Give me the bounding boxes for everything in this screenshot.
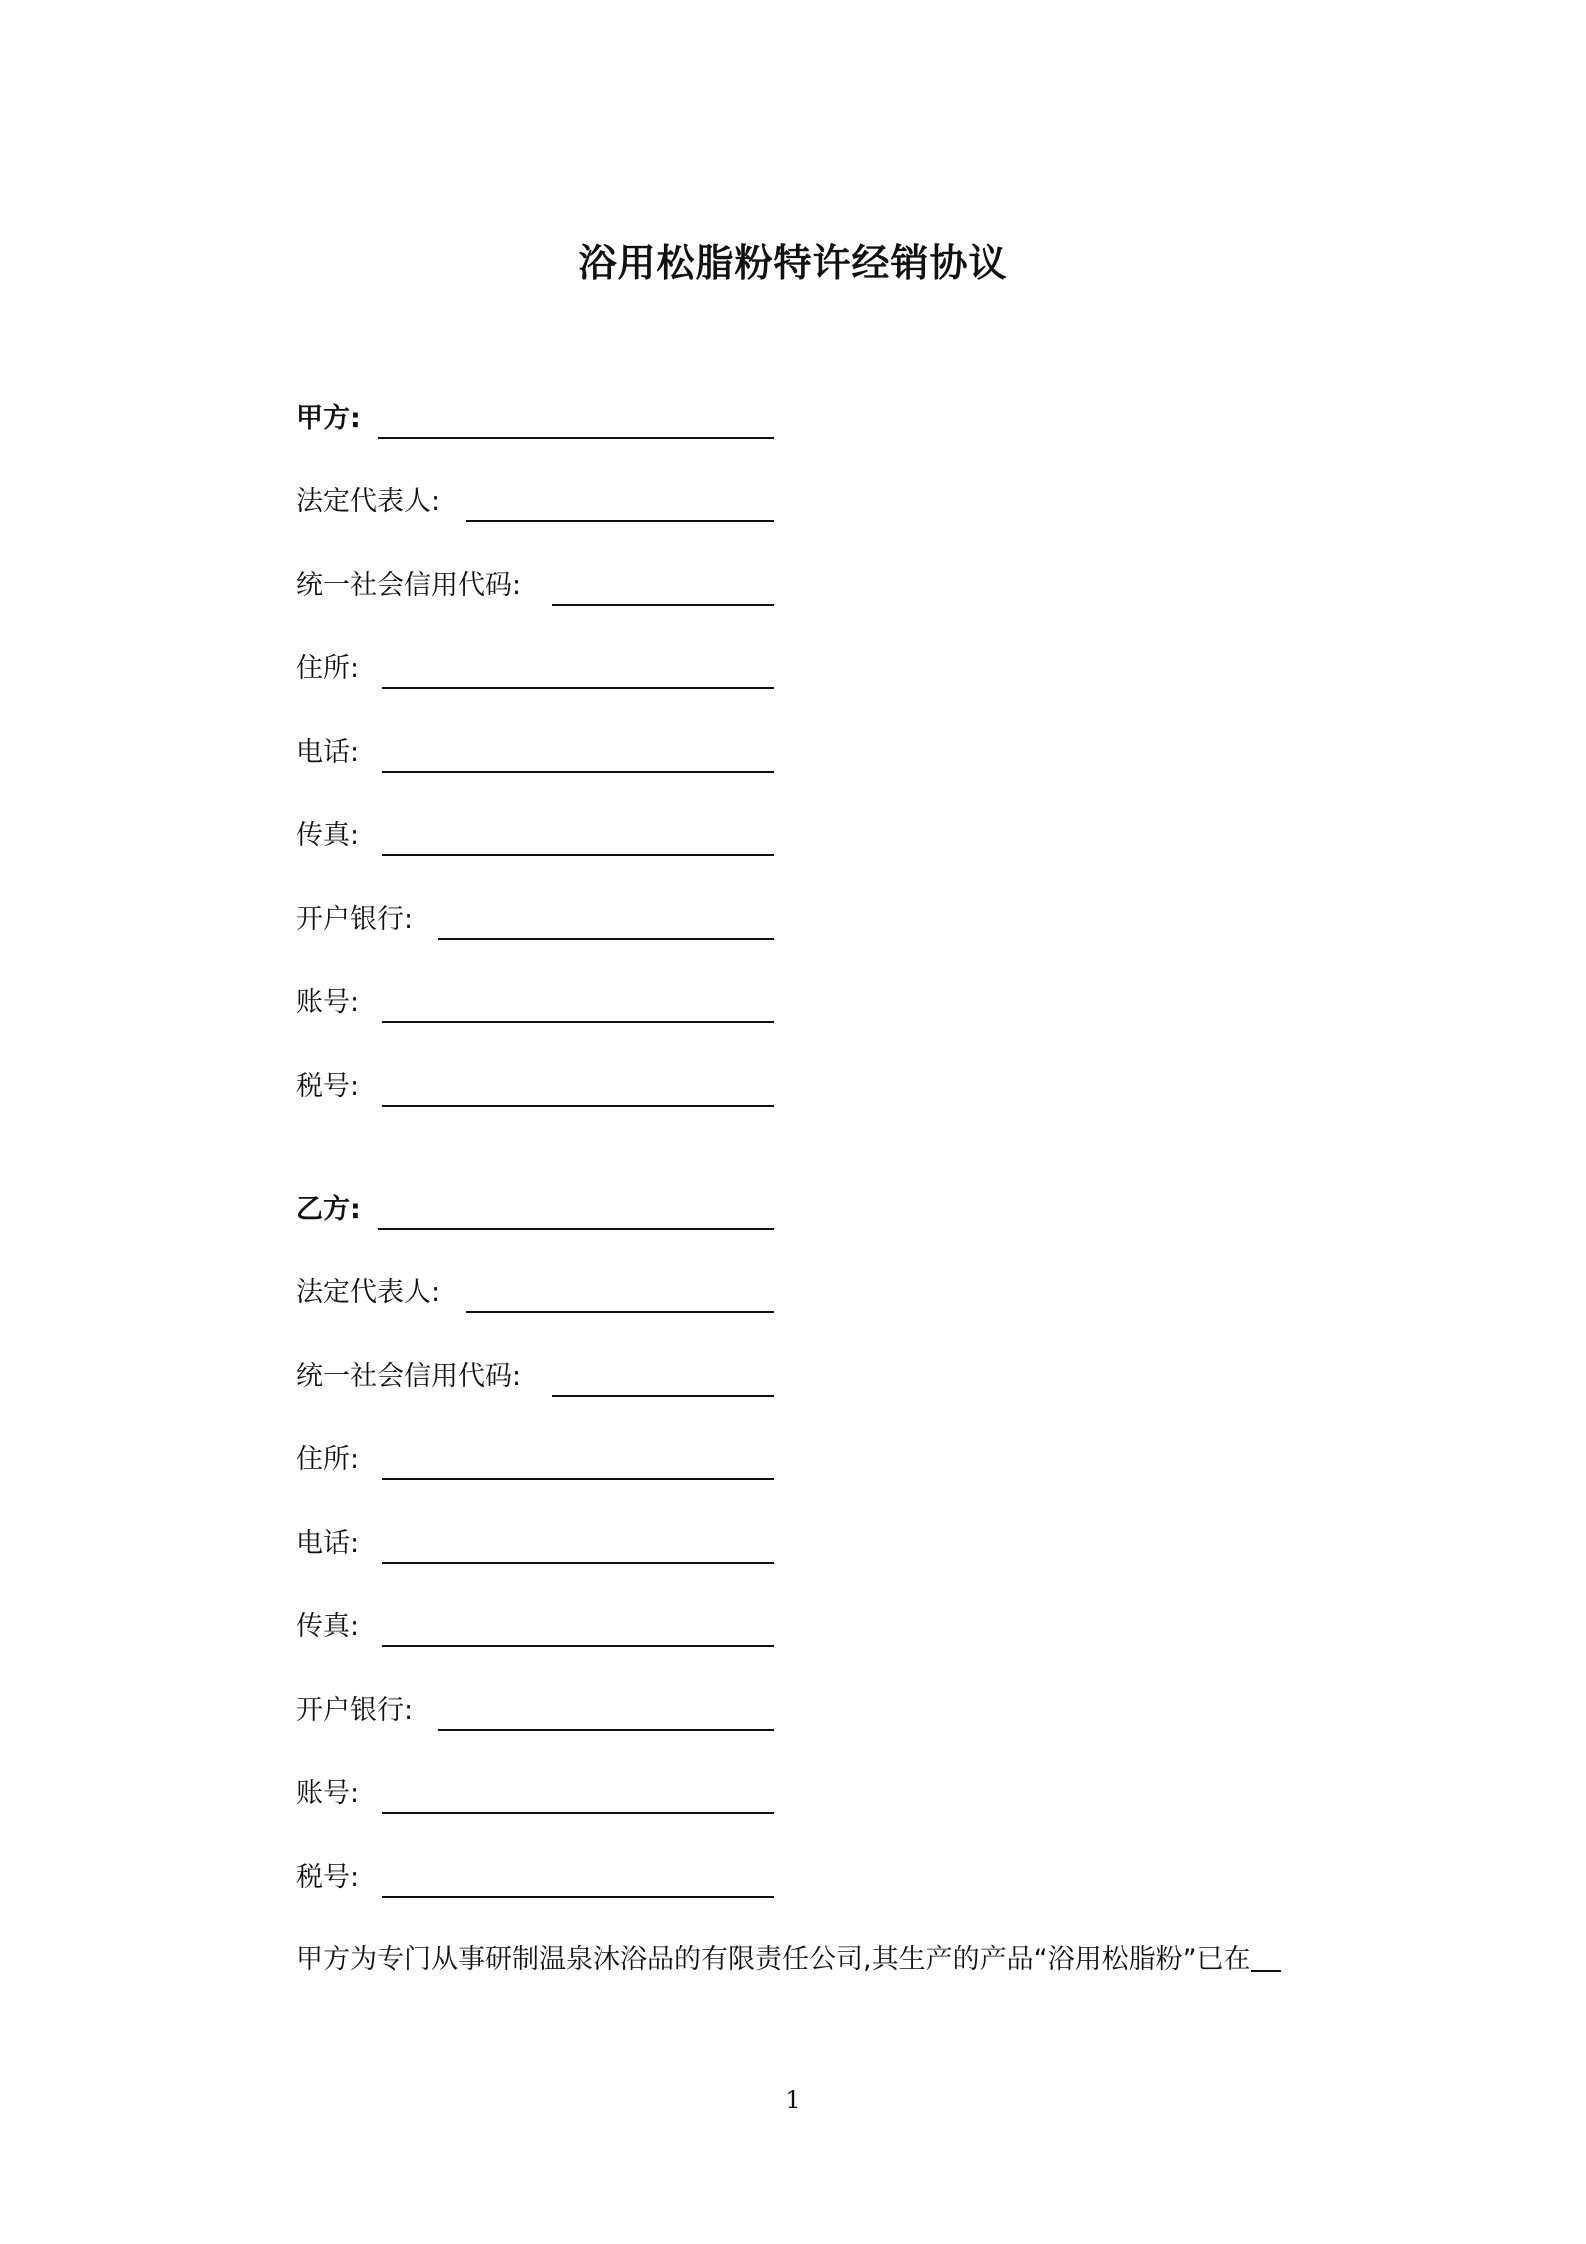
party-b-field-label: 电话: bbox=[296, 1527, 360, 1559]
party-b-field-row bbox=[296, 1731, 796, 1815]
party-b-field-label: 法定代表人: bbox=[296, 1277, 441, 1308]
party-a-field-label: 统一社会信用代码: bbox=[296, 569, 522, 601]
page-number: 1 bbox=[785, 2086, 801, 2114]
party-b-field-blank bbox=[382, 1896, 774, 1898]
party-b-field-label: 账号: bbox=[296, 1778, 360, 1809]
party-a-field-row bbox=[296, 1023, 796, 1107]
party-b-field-row bbox=[296, 1814, 796, 1898]
document-title: 浴用松脂粉特许经销协议 bbox=[578, 241, 1008, 285]
party-a-field-blank bbox=[382, 1105, 774, 1107]
party-a-section bbox=[296, 355, 796, 1107]
party-b-field-row bbox=[296, 1313, 796, 1397]
body-paragraph bbox=[296, 1940, 1356, 1980]
party-a-field-row bbox=[296, 773, 796, 857]
party-a-field-row bbox=[296, 522, 796, 606]
party-b-field-row bbox=[296, 1647, 796, 1731]
party-b-field-row bbox=[296, 1564, 796, 1648]
party-b-field-label: 住所: bbox=[296, 1444, 360, 1475]
party-a-field-row bbox=[296, 940, 796, 1024]
party-a-field-label: 税号: bbox=[296, 1070, 360, 1102]
party-a-field-row bbox=[296, 689, 796, 773]
party-b-field-row bbox=[296, 1230, 796, 1314]
body-paragraph-text: 甲方为专门从事研制温泉沐浴品的有限责任公司,其生产的产品“浴用松脂粉”已在 bbox=[296, 1944, 1251, 1975]
party-b-section bbox=[296, 1146, 796, 1898]
party-b-field-label: 税号: bbox=[296, 1861, 360, 1893]
party-b-field-label: 开户银行: bbox=[296, 1694, 414, 1726]
party-a-field-label: 账号: bbox=[296, 987, 360, 1018]
party-a-field-row bbox=[296, 856, 796, 940]
party-a-field-label: 电话: bbox=[296, 736, 360, 768]
body-paragraph-blank bbox=[1251, 1969, 1281, 1972]
party-a-heading: 甲方: bbox=[296, 402, 361, 434]
party-a-field-row bbox=[296, 439, 796, 523]
party-b-heading: 乙方: bbox=[296, 1193, 361, 1225]
party-b-field-label: 统一社会信用代码: bbox=[296, 1360, 522, 1392]
party-a-field-row bbox=[296, 606, 796, 690]
party-a-field-label: 传真: bbox=[296, 820, 360, 851]
party-a-field-label: 住所: bbox=[296, 653, 360, 684]
party-b-heading-row bbox=[296, 1146, 796, 1230]
party-a-field-label: 开户银行: bbox=[296, 903, 414, 935]
party-a-field-label: 法定代表人: bbox=[296, 486, 441, 517]
party-b-field-row bbox=[296, 1480, 796, 1564]
party-b-field-row bbox=[296, 1397, 796, 1481]
party-b-field-label: 传真: bbox=[296, 1611, 360, 1642]
party-a-heading-row bbox=[296, 355, 796, 439]
